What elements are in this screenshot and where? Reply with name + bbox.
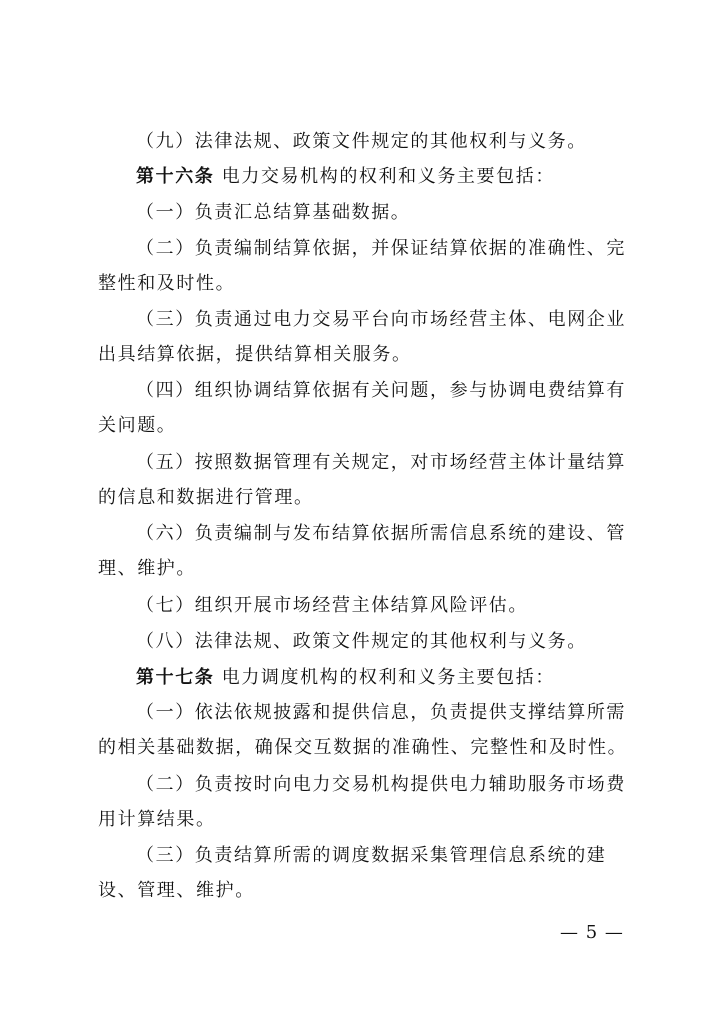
paragraph-item-9 — [98, 124, 628, 159]
paragraph-text: （一）依法依规披露和提供信息，负责提供支撑结算所需的相关基础数据，确保交互数据的准确性、完整性和及时性。 — [98, 702, 628, 758]
article-number: 第十六条 — [136, 166, 215, 187]
paragraph-text: （四）组织协调结算依据有关问题，参与协调电费结算有关问题。 — [98, 380, 626, 436]
paragraph-text: （一）负责汇总结算基础数据。 — [136, 202, 411, 223]
paragraph-text: （九）法律法规、政策文件规定的其他权利与义务。 — [136, 131, 587, 152]
article-16-heading — [98, 159, 628, 194]
paragraph-text: （八）法律法规、政策文件规定的其他权利与义务。 — [136, 631, 587, 652]
paragraph-text: 电力交易机构的权利和义务主要包括： — [214, 166, 555, 187]
paragraph-item-2b — [98, 767, 628, 837]
paragraph-text: （三）负责结算所需的调度数据采集管理信息系统的建设、管理、维护。 — [98, 845, 607, 901]
paragraph-item-2 — [98, 231, 628, 301]
article-17-heading — [98, 660, 628, 695]
paragraph-item-3 — [98, 302, 628, 372]
page-number: — 5 — — [560, 922, 624, 943]
article-number: 第十七条 — [136, 667, 215, 688]
paragraph-item-8 — [98, 624, 628, 659]
paragraph-item-1b — [98, 695, 628, 765]
paragraph-text: 电力调度机构的权利和义务主要包括： — [214, 667, 555, 688]
paragraph-text: （二）负责按时向电力交易机构提供电力辅助服务市场费用计算结果。 — [98, 774, 626, 830]
paragraph-text: （二）负责编制结算依据，并保证结算依据的准确性、完整性和及时性。 — [98, 238, 626, 294]
paragraph-text: （三）负责通过电力交易平台向市场经营主体、电网企业出具结算依据，提供结算相关服务。 — [98, 309, 626, 365]
paragraph-text: （五）按照数据管理有关规定，对市场经营主体计量结算的信息和数据进行管理。 — [98, 452, 626, 508]
paragraph-item-4 — [98, 373, 628, 443]
paragraph-item-5 — [98, 445, 628, 515]
paragraph-item-1 — [98, 195, 628, 230]
paragraph-item-7 — [98, 588, 628, 623]
paragraph-item-6 — [98, 516, 628, 586]
paragraph-item-3b — [98, 838, 628, 908]
paragraph-text: （六）负责编制与发布结算依据所需信息系统的建设、管理、维护。 — [98, 523, 626, 579]
paragraph-text: （七）组织开展市场经营主体结算风险评估。 — [136, 595, 528, 616]
